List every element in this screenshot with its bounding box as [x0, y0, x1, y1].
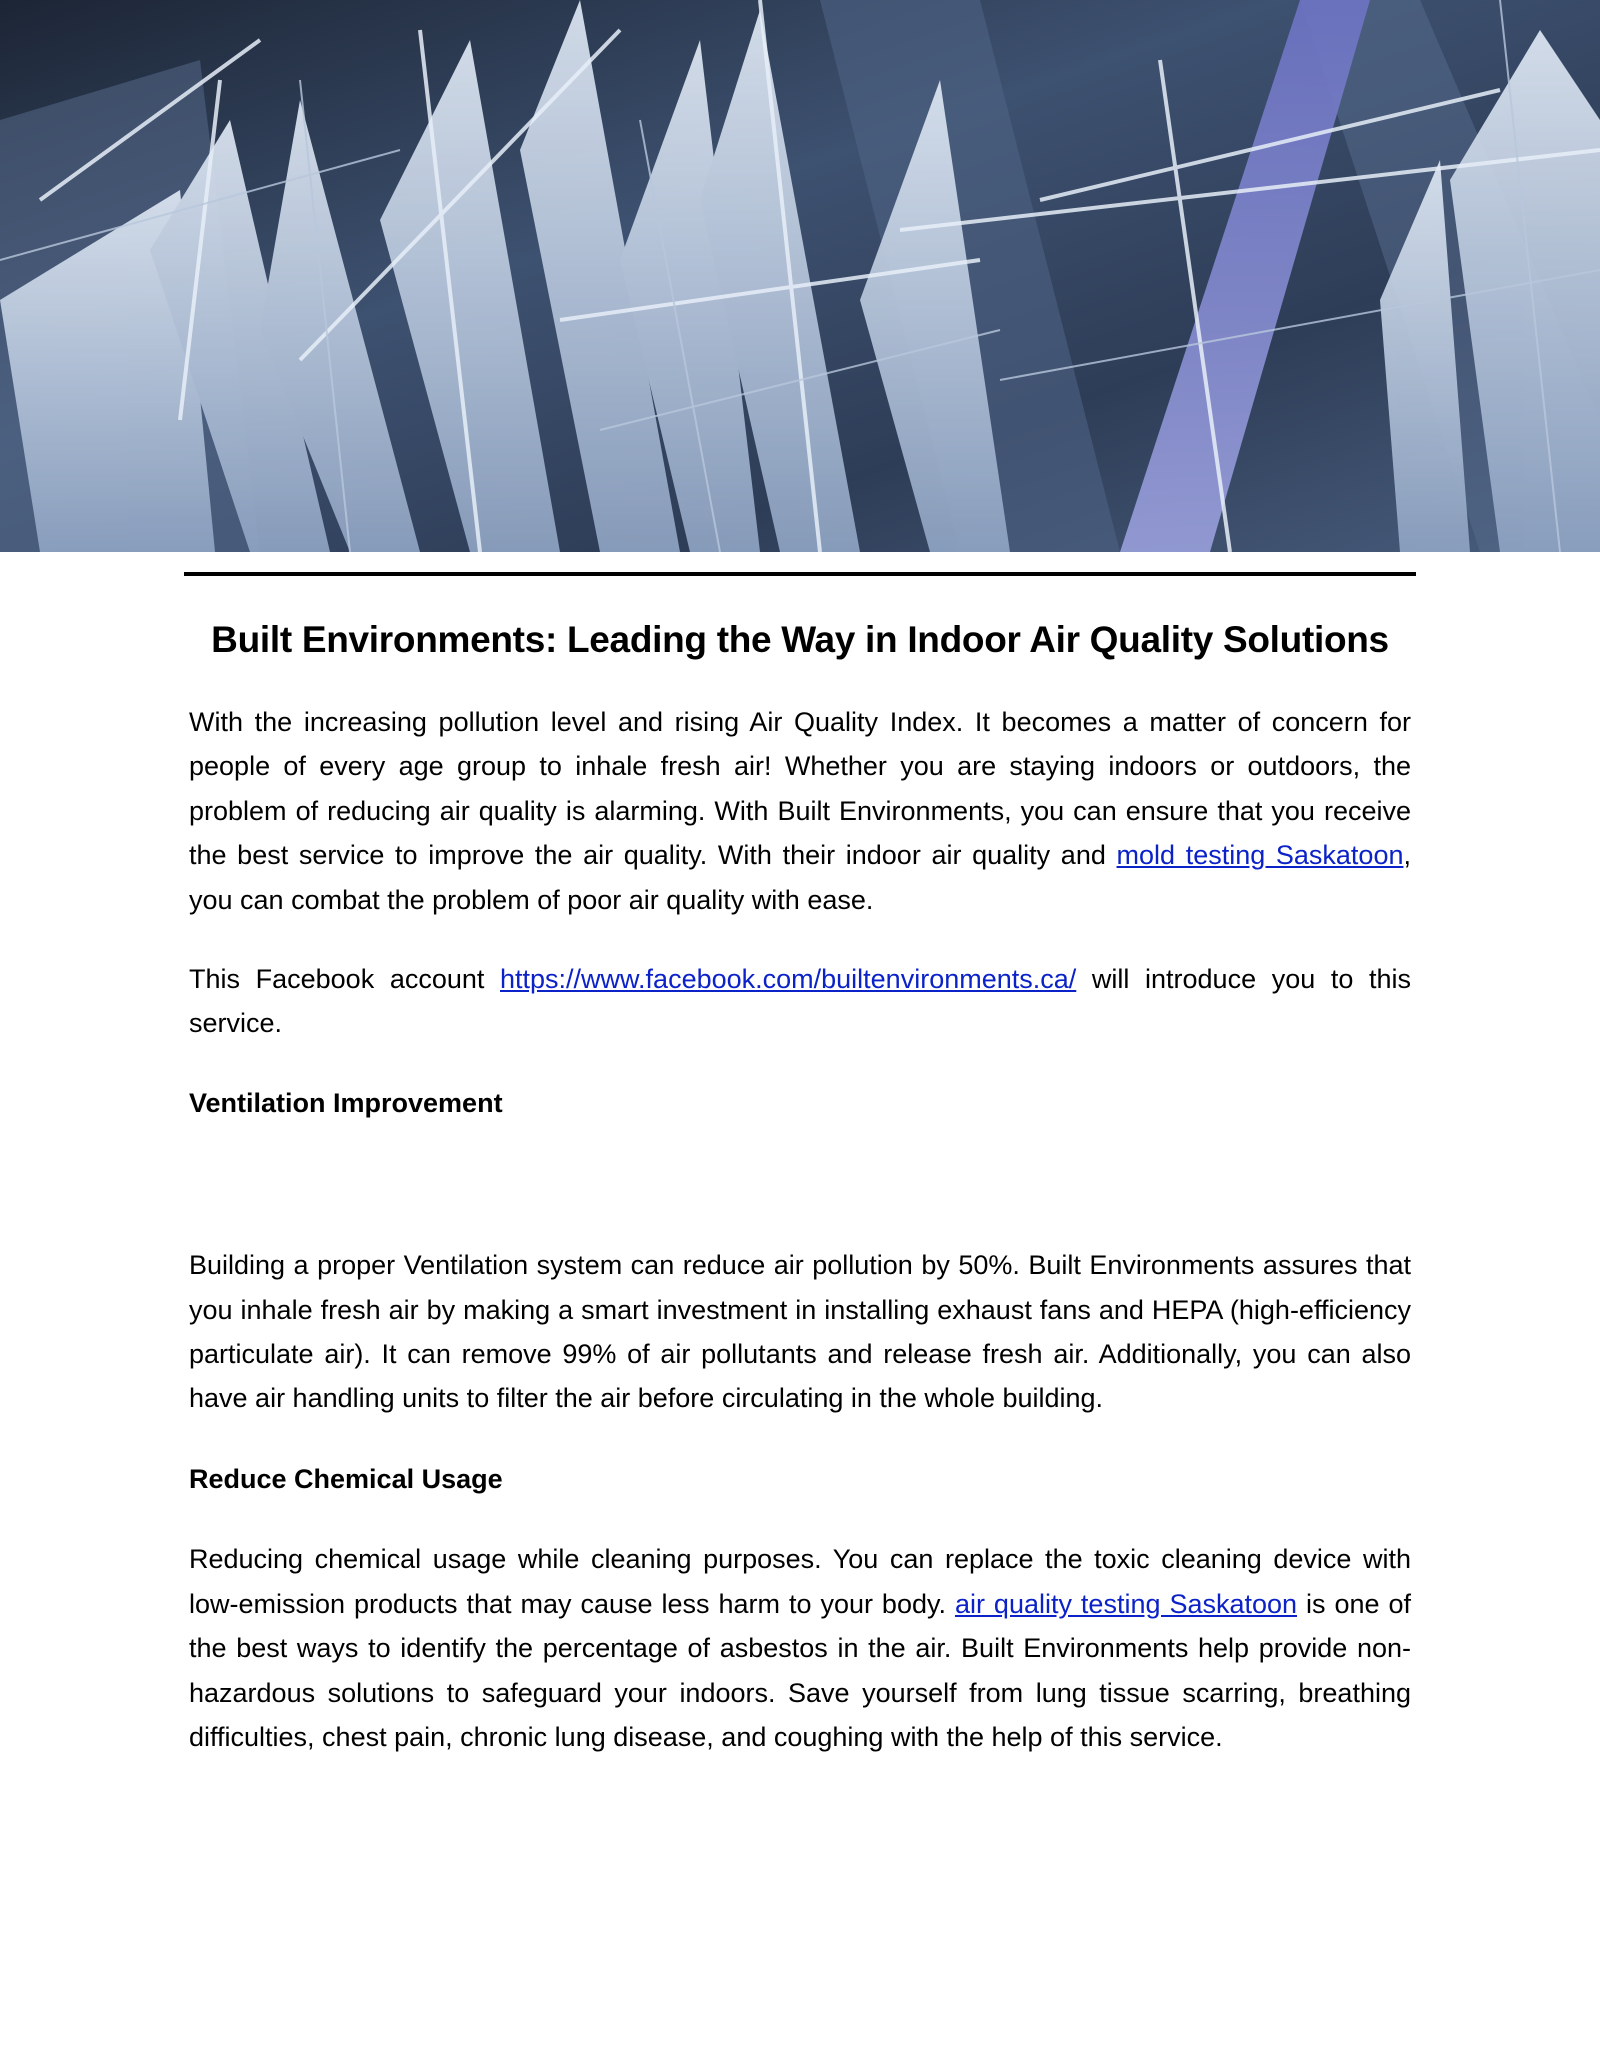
chemical-heading: Reduce Chemical Usage — [189, 1463, 503, 1494]
intro-paragraph — [189, 700, 1411, 922]
page-title: Built Environments: Leading the Way in Indoor Air Quality Solutions — [211, 619, 1389, 660]
chemical-text-end: is one of the best ways to identify the percentage of asbestos in the air. Built Environments help provide non-hazardous solutions to safeguard your indoors. Save yourself from lung tissue scarring, breathing difficulties, chest pain, chronic lung disease, and coughing with the help of this service. — [189, 1588, 1412, 1752]
ventilation-heading: Ventilation Improvement — [189, 1087, 503, 1118]
chemical-text: Reducing chemical usage while cleaning purposes. You can replace the toxic cleaning device with low-emission products that may cause less harm to your body. — [189, 1544, 1411, 1619]
facebook-link[interactable]: https://www.facebook.com/builtenvironments.ca/ — [500, 964, 1077, 995]
mold-testing-link[interactable]: mold testing Saskatoon — [1116, 840, 1404, 871]
intro-text: With the increasing pollution level and rising Air Quality Index. It becomes a matter of concern for people of every age group to inhale fresh air! Whether you are staying indoors or outdoors, the problem of reducing air quality is alarming. With Built Environments, you can ensure that you receive the best service to improve the air quality. With their indoor air quality and — [189, 707, 1411, 871]
chemical-paragraph — [189, 1537, 1411, 1759]
facebook-paragraph — [189, 957, 1411, 1046]
air-quality-testing-link[interactable]: air quality testing Saskatoon — [954, 1588, 1298, 1619]
intro-text-end: , you can combat the problem of poor air quality with ease. — [189, 840, 1411, 915]
hero-image — [0, 0, 1600, 552]
horizontal-rule — [184, 572, 1416, 576]
fibers-illustration — [0, 0, 1600, 552]
article-body — [189, 610, 1411, 1759]
ventilation-paragraph: Building a proper Ventilation system can reduce air pollution by 50%. Built Environments assures that you inhale fresh air by making a smart investment in installing exhaust fans and HEPA (high-efficiency particulate air). It can remove 99% of air pollutants and release fresh air. Additionally, you can also have air handling units to filter the air before circulating in the whole building. — [189, 1250, 1411, 1414]
facebook-text-end: will introduce you to this service. — [189, 964, 1411, 1039]
facebook-text: This Facebook account — [189, 964, 500, 995]
